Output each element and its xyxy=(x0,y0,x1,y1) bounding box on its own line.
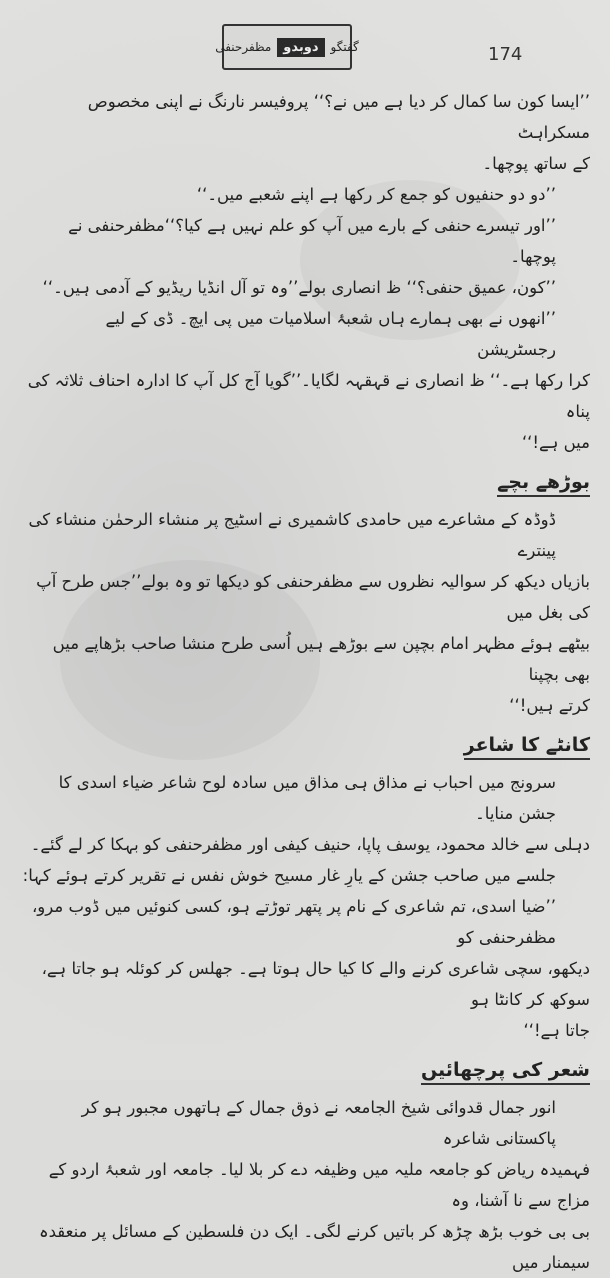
text-line: ’’ضیا اسدی، تم شاعری کے نام پر پتھر توڑتے ہو، کسی کنوئیں میں ڈوب مرو، مظفرحنفی کو xyxy=(31,897,556,947)
text-line: ’’اور تیسرے حنفی کے بارے میں آپ کو علم نہیں ہے کیا؟‘‘مظفرحنفی نے پوچھا۔ xyxy=(68,216,556,266)
page-number: 174 xyxy=(488,44,523,65)
section-title: بوڑھے بچے xyxy=(497,471,590,497)
section-title: شعر کی پرچھائیں xyxy=(421,1059,590,1085)
text-line: کرتے ہیں!‘‘ xyxy=(509,696,590,715)
text-line: دیکھو، سچی شاعری کرنے والے کا کیا حال ہوتا ہے۔ جھلس کر کوئلہ ہو جاتا ہے، سوکھ کر کانٹا ہو xyxy=(41,959,590,1009)
header-title: دوبدو xyxy=(277,38,324,57)
text-line: ’’کون، عمیق حنفی؟‘‘ ظ انصاری بولے’’وہ تو آل انڈیا ریڈیو کے آدمی ہیں۔‘‘ xyxy=(42,278,556,297)
text-line: بیٹھے ہوئے مظہر امام بچپن سے بوڑھے ہیں اُسی طرح منشا صاحب بڑھاپے میں بھی بچپنا xyxy=(52,634,590,684)
text-line: میں ہے!‘‘ xyxy=(521,433,590,452)
text-line: جلسے میں صاحب جشن کے یارِ غار مسیح خوش نفس نے تقریر کرتے ہوئے کہا: xyxy=(22,866,556,885)
text-line: بازیاں دیکھ کر سوالیہ نظروں سے مظفرحنفی کو دیکھا تو وہ بولے’’جس طرح آپ کی بغل میں xyxy=(36,572,590,622)
page-body xyxy=(22,86,590,1278)
section-heading xyxy=(22,1050,590,1090)
text-line: سرونج میں احباب نے مذاق ہی مذاق میں سادہ لوح شاعر ضیاء اسدی کا جشن منایا۔ xyxy=(58,773,556,823)
text-line: فہمیدہ ریاض کو جامعہ ملیہ میں وظیفہ دے کر بلا لیا۔ جامعہ اور شعبۂ اردو کے مزاج سے نا آشنا، وہ xyxy=(48,1160,590,1210)
running-header xyxy=(215,24,359,70)
text-line: کے ساتھ پوچھا۔ xyxy=(482,154,590,173)
text-line: ’’انھوں نے بھی ہمارے ہاں شعبۂ اسلامیات میں پی ایچ۔ ڈی کے لیے رجسٹریشن xyxy=(105,309,556,359)
section-title: کانٹے کا شاعر xyxy=(464,734,590,760)
section-heading xyxy=(22,462,590,502)
section-heading xyxy=(22,725,590,765)
header-left-text: گفتگو xyxy=(330,40,359,54)
text-line: کرا رکھا ہے۔‘‘ ظ انصاری نے قہقہہ لگایا۔’’گویا آج کل آپ کا ادارہ احناف ثلاثہ کی پناہ xyxy=(27,371,590,421)
text-line: ’’ایسا کون سا کمال کر دیا ہے میں نے؟‘‘ پروفیسر نارنگ نے اپنی مخصوص مسکراہٹ xyxy=(87,92,590,142)
text-line: ’’دو دو حنفیوں کو جمع کر رکھا ہے اپنے شعبے میں۔‘‘ xyxy=(196,185,556,204)
text-line: جاتا ہے!‘‘ xyxy=(523,1021,590,1040)
text-line: ڈوڈہ کے مشاعرے میں حامدی کاشمیری نے اسٹیج پر منشاء الرحمٰن منشاء کی پینترے xyxy=(28,510,556,560)
text-line: بی بی خوب بڑھ چڑھ کر باتیں کرنے لگی۔ ایک دن فلسطین کے مسائل پر منعقدہ سیمنار میں xyxy=(38,1222,590,1272)
header-author: مظفرحنفی xyxy=(215,40,272,54)
text-line: انور جمال قدوائی شیخ الجامعہ نے ذوق جمال کے ہاتھوں مجبور ہو کر پاکستانی شاعرہ xyxy=(81,1098,556,1148)
text-line: دہلی سے خالد محمود، یوسف پاپا، حنیف کیفی اور مظفرحنفی کو بہکا کر لے گئے۔ xyxy=(30,835,590,854)
